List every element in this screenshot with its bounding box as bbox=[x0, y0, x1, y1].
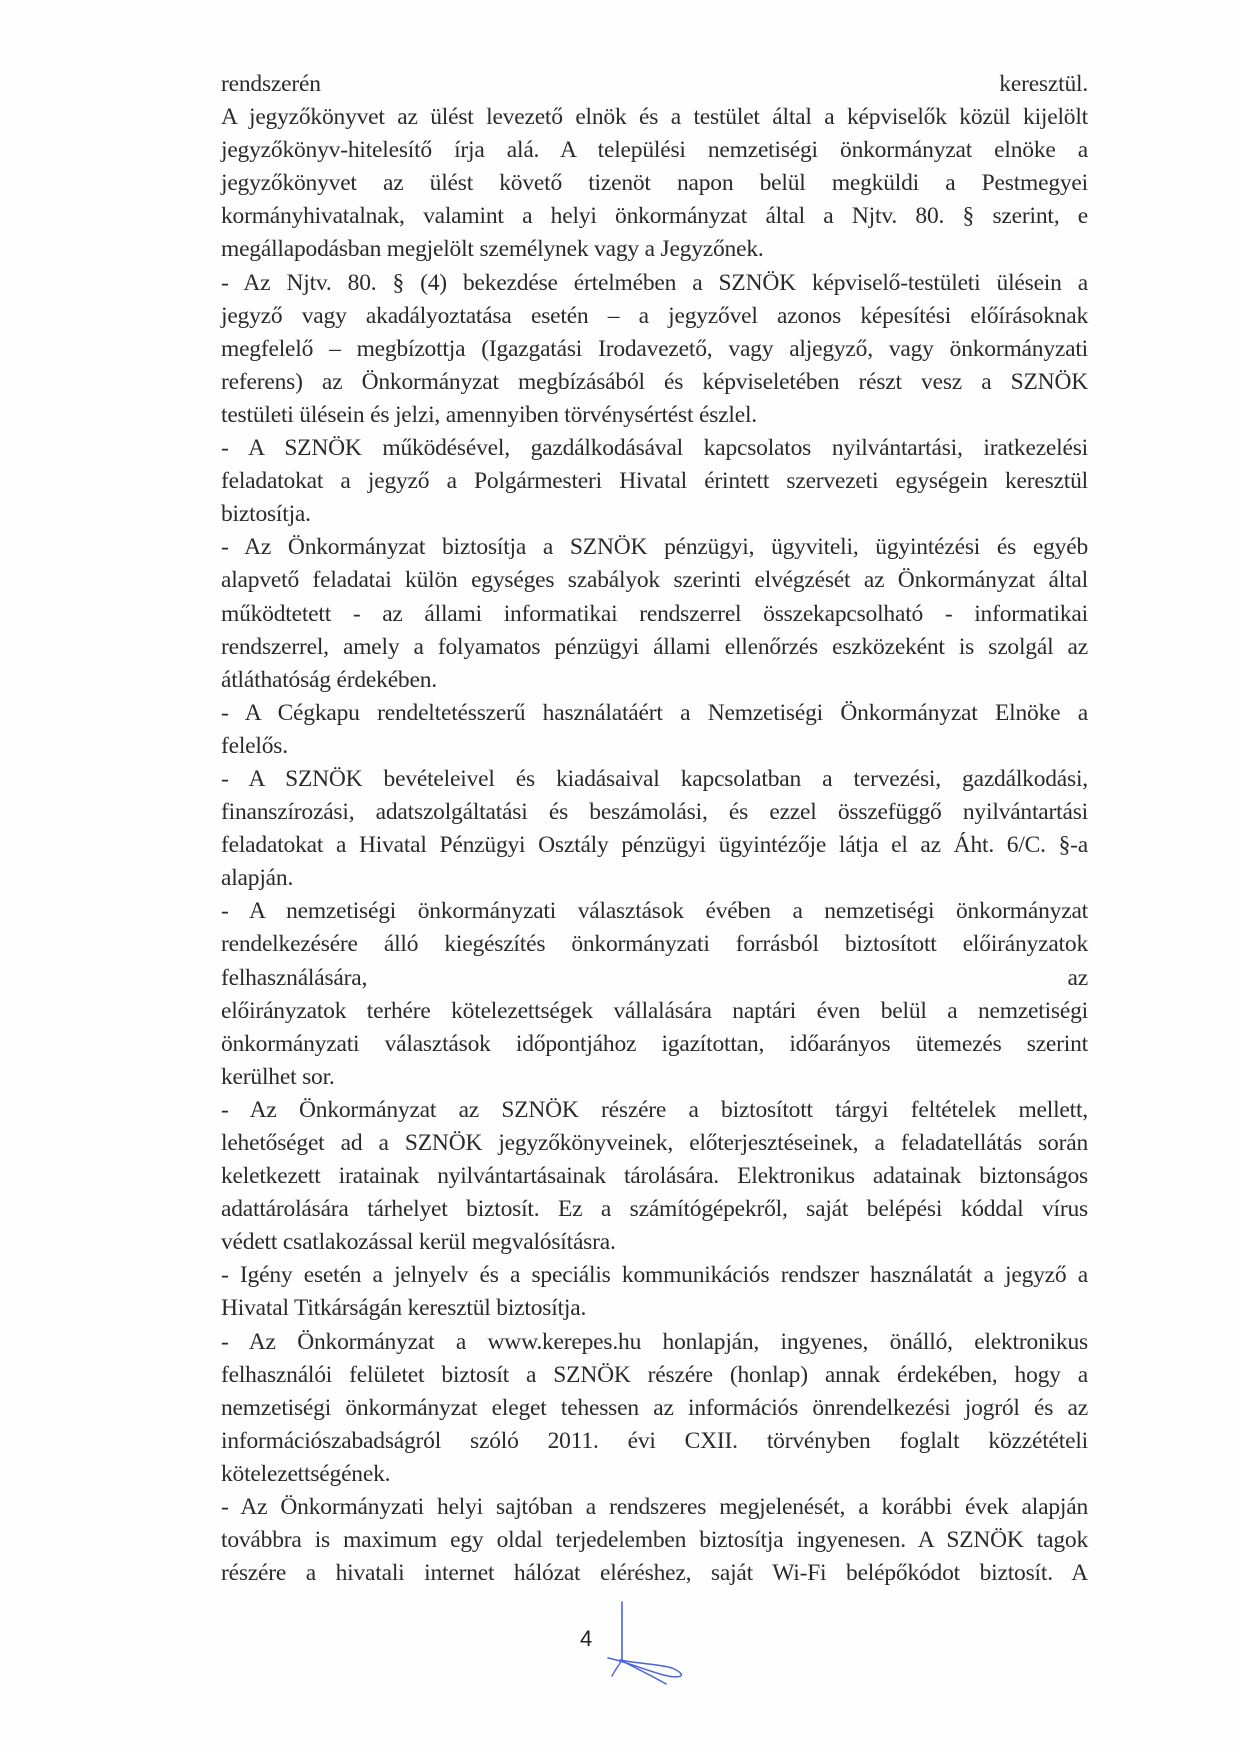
text-line: megállapodásban megjelölt személynek vagy a Jegyzőnek. bbox=[221, 236, 764, 263]
text-line: jegyzőkönyvet az ülést követő tizenöt napon belül megküldi a Pestmegyei bbox=[221, 170, 1088, 197]
text-line: jegyző vagy akadályoztatása esetén – a jegyzővel azonos képesítési előírásoknak bbox=[221, 302, 1088, 329]
text-line: testületi ülésein és jelzi, amennyiben törvénysértést észlel. bbox=[221, 401, 757, 428]
text-line: nemzetiségi önkormányzat eleget tehessen az információs önrendelkezési jogról és az bbox=[221, 1394, 1088, 1421]
text-line: A jegyzőkönyvet az ülést levezető elnök és a testület által a képviselők közül kijelölt bbox=[221, 104, 1088, 131]
bullet-line: - A nemzetiségi önkormányzati választások évében a nemzetiségi önkormányzat bbox=[221, 898, 1088, 925]
text-line: átláthatóság érdekében. bbox=[221, 666, 437, 693]
text-line: önkormányzati választások időpontjához igazítottan, időarányos ütemezés szerint bbox=[221, 1030, 1088, 1057]
bullet-line: - Az Önkormányzat az SZNÖK részére a biztosított tárgyi feltételek mellett, bbox=[221, 1096, 1088, 1123]
text-line: keletkezett iratainak nyilvántartásainak tárolására. Elektronikus adatainak biztonságos bbox=[221, 1163, 1088, 1190]
text-line: részére a hivatali internet hálózat eléréshez, saját Wi-Fi belépőkódot biztosít. A bbox=[221, 1560, 1088, 1587]
text-line: felhasználói felületet biztosít a SZNÖK részére (honlap) annak érdekében, hogy a bbox=[221, 1361, 1088, 1388]
text-line: referens) az Önkormányzat megbízásából és képviseletében részt vesz a SZNÖK bbox=[221, 368, 1088, 395]
text-line bbox=[221, 962, 1088, 995]
text-line: Hivatal Titkárságán keresztül biztosítja. bbox=[221, 1295, 587, 1322]
body-text bbox=[221, 68, 1088, 1590]
text-line-right: keresztül. bbox=[999, 71, 1088, 97]
page-number: 4 bbox=[580, 1626, 593, 1651]
bullet-line: - Igény esetén a jelnyelv és a speciális kommunikációs rendszer használatát a jegyző a bbox=[221, 1262, 1088, 1289]
text-line: továbbra is maximum egy oldal terjedelemben biztosítja ingyenesen. A SZNÖK tagok bbox=[221, 1527, 1088, 1554]
text-line-left: rendszerén bbox=[221, 71, 321, 97]
text-line-left: felhasználására, bbox=[221, 964, 368, 991]
bullet-line: - Az Önkormányzat a www.kerepes.hu honlapján, ingyenes, önálló, elektronikus bbox=[221, 1328, 1088, 1355]
bullet-line: - A SZNÖK működésével, gazdálkodásával kapcsolatos nyilvántartási, iratkezelési bbox=[221, 435, 1088, 462]
text-line: rendszerrel, amely a folyamatos pénzügyi állami ellenőrzés eszközeként is szolgál az bbox=[221, 633, 1088, 660]
text-line: adattárolására tárhelyet biztosít. Ez a számítógépekről, saját belépési kóddal vírus bbox=[221, 1196, 1088, 1223]
text-line: kerülhet sor. bbox=[221, 1063, 335, 1090]
text-line bbox=[221, 68, 1088, 101]
text-line-right: az bbox=[1067, 964, 1088, 991]
text-line: felelős. bbox=[221, 732, 288, 759]
text-line: előirányzatok terhére kötelezettségek vállalására naptári éven belül a nemzetiségi bbox=[221, 997, 1088, 1024]
text-line: működtetett - az állami informatikai rendszerrel összekapcsolható - informatikai bbox=[221, 600, 1088, 627]
bullet-line: - A Cégkapu rendeltetésszerű használatáért a Nemzetiségi Önkormányzat Elnöke a bbox=[221, 699, 1088, 726]
bullet-line: - A SZNÖK bevételeivel és kiadásaival kapcsolatban a tervezési, gazdálkodási, bbox=[221, 765, 1088, 792]
text-line: feladatokat a Hivatal Pénzügyi Osztály pénzügyi ügyintézője látja el az Áht. 6/C. §-a bbox=[221, 832, 1088, 859]
text-line: feladatokat a jegyző a Polgármesteri Hivatal érintett szervezeti egységein keresztül bbox=[221, 468, 1088, 495]
signature-stroke-loop bbox=[608, 1658, 681, 1677]
text-line: megfelelő – megbízottja (Igazgatási Irodavezető, vagy aljegyző, vagy önkormányzati bbox=[221, 335, 1088, 362]
bullet-line: - Az Njtv. 80. § (4) bekezdése értelmében a SZNÖK képviselő-testületi ülésein a bbox=[221, 269, 1088, 296]
text-line: lehetőséget ad a SZNÖK jegyzőkönyveinek, előterjesztéseinek, a feladatellátás során bbox=[221, 1130, 1088, 1156]
text-line: rendelkezésére álló kiegészítés önkormányzati forrásból biztosított előirányzatok bbox=[221, 931, 1088, 958]
text-line: kormányhivatalnak, valamint a helyi önkormányzat által a Njtv. 80. § szerint, e bbox=[221, 203, 1088, 230]
text-line: finanszírozási, adatszolgáltatási és beszámolási, és ezzel összefüggő nyilvántartási bbox=[221, 799, 1088, 826]
handwritten-initials bbox=[600, 1598, 710, 1698]
text-line: alapján. bbox=[221, 865, 294, 892]
text-line: alapvető feladatai külön egységes szabályok szerinti elvégzését az Önkormányzat által bbox=[221, 567, 1088, 594]
text-line: jegyzőkönyv-hitelesítő írja alá. A települési nemzetiségi önkormányzat elnöke a bbox=[221, 137, 1088, 164]
bullet-line: - Az Önkormányzati helyi sajtóban a rendszeres megjelenését, a korábbi évek alapján bbox=[221, 1494, 1088, 1521]
text-line: kötelezettségének. bbox=[221, 1460, 391, 1487]
text-line: biztosítja. bbox=[221, 501, 311, 528]
bullet-line: - Az Önkormányzat biztosítja a SZNÖK pénzügyi, ügyviteli, ügyintézési és egyéb bbox=[221, 534, 1088, 561]
text-line: védett csatlakozással kerül megvalósításra. bbox=[221, 1229, 616, 1256]
text-line: információszabadságról szóló 2011. évi CXII. törvényben foglalt közzétételi bbox=[221, 1427, 1088, 1454]
